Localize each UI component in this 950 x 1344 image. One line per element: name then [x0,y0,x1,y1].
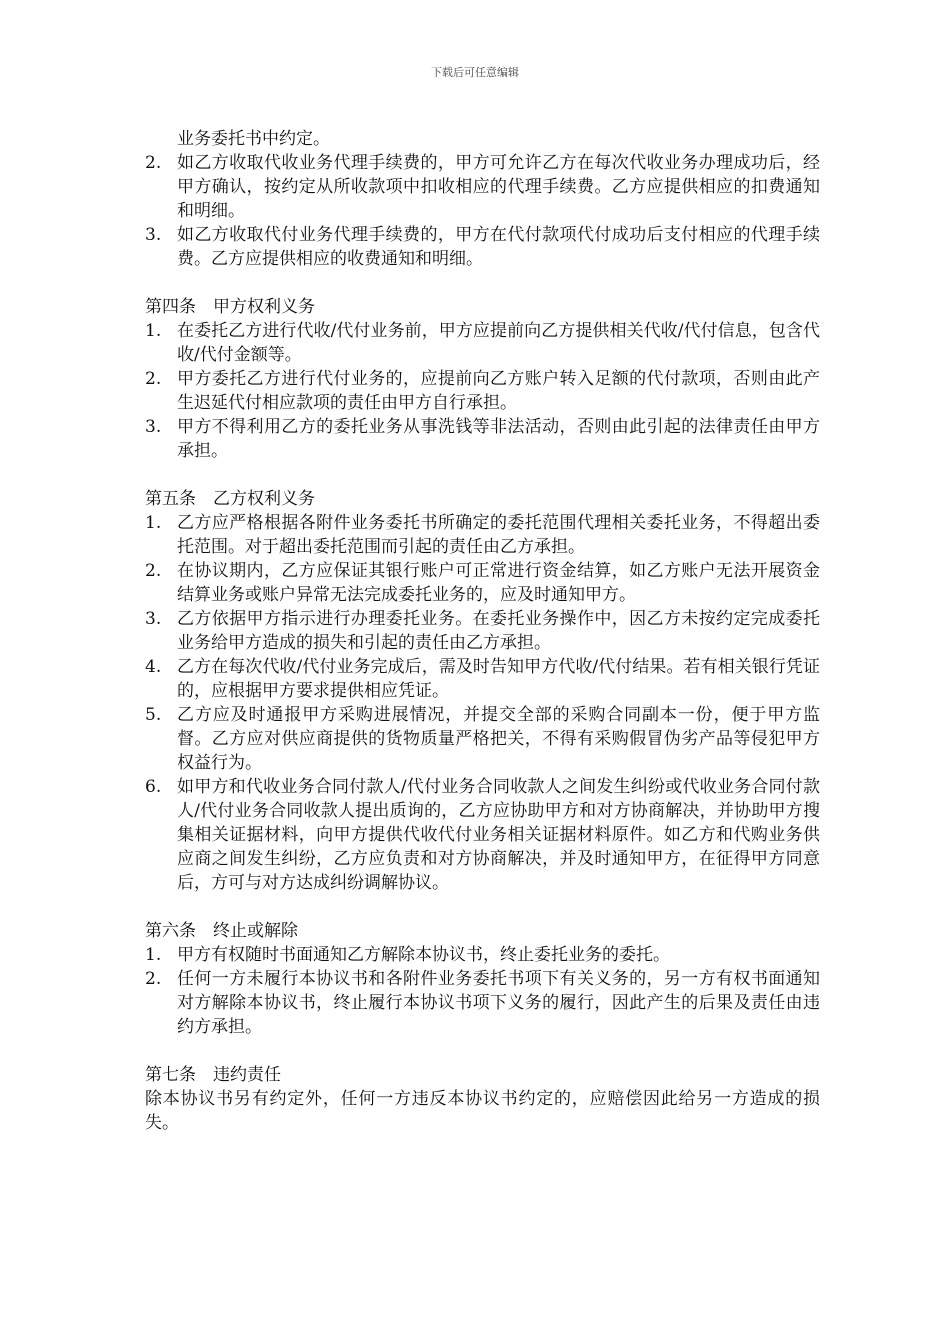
list-item-text: 在委托乙方进行代收/代付业务前，甲方应提前向乙方提供相关代收/代付信息，包含代收/代付金额等。 [177,321,820,365]
section-title: 第七条 违约责任 [145,1065,281,1085]
list-item-text: 如乙方收取代付业务代理手续费的，甲方在代付款项代付成功后支付相应的代理手续费。乙方应提供相应的收费通知和明细。 [177,225,820,269]
list-item-text: 甲方有权随时书面通知乙方解除本协议书，终止委托业务的委托。 [177,945,670,965]
list-item-number: 2. [145,969,162,989]
list-item-text: 如甲方和代收业务合同付款人/代付业务合同收款人之间发生纠纷或代收业务合同付款人/代付业务合同收款人提出质询的，乙方应协助甲方和对方协商解决，并协助甲方搜集相关证据材料，向甲方提供代收代付业务相关证据材料原件。如乙方和代购业务供应商之间发生纠纷，乙方应负责和对方协商解决，并及时通知甲方，在征得甲方同意后，方可与对方达成纠纷调解协议。 [177,777,820,893]
list-item-text: 乙方应严格根据各附件业务委托书所确定的委托范围代理相关委托业务，不得超出委托范围。对于超出委托范围而引起的责任由乙方承担。 [177,513,820,557]
list-item-number: 1. [145,945,162,965]
page-header-note: 下载后可任意编辑 [431,66,519,79]
section-article-6 [145,919,820,1039]
section-title: 第五条 乙方权利义务 [145,489,315,509]
list-item [145,943,820,967]
list-item-number: 2. [145,561,162,581]
list-item-text: 在协议期内，乙方应保证其银行账户可正常进行资金结算，如乙方账户无法开展资金结算业务或账户异常无法完成委托业务的，应及时通知甲方。 [177,561,820,605]
continued-text: 业务委托书中约定。 [177,129,330,149]
list-item [145,607,820,655]
list-item-number: 4. [145,657,162,677]
list-item-number: 2. [145,153,162,173]
list-item-text: 乙方在每次代收/代付业务完成后，需及时告知甲方代收/代付结果。若有相关银行凭证的，应根据甲方要求提供相应凭证。 [177,657,820,701]
list-item-number: 3. [145,417,162,437]
list-item [145,775,820,895]
list-item-text: 乙方依据甲方指示进行办理委托业务。在委托业务操作中，因乙方未按约定完成委托业务给甲方造成的损失和引起的责任由乙方承担。 [177,609,820,653]
section-article-4 [145,295,820,463]
list-item-number: 2. [145,369,162,389]
list-item [145,511,820,559]
list-item-number: 1. [145,321,162,341]
section-article-7 [145,1063,820,1135]
list-item-number: 6. [145,777,162,797]
list-item [145,559,820,607]
list-item-number: 3. [145,609,162,629]
list-item [145,367,820,415]
section-title: 第四条 甲方权利义务 [145,297,315,317]
list-item-text: 甲方委托乙方进行代付业务的，应提前向乙方账户转入足额的代付款项，否则由此产生迟延代付相应款项的责任由甲方自行承担。 [177,369,820,413]
list-item-number: 5. [145,705,162,725]
lead-list [145,151,820,271]
list-item-text: 乙方应及时通报甲方采购进展情况，并提交全部的采购合同副本一份，便于甲方监督。乙方应对供应商提供的货物质量严格把关，不得有采购假冒伪劣产品等侵犯甲方权益行为。 [177,705,820,773]
list-item [145,967,820,1039]
list-item [145,151,820,223]
list-item-number: 3. [145,225,162,245]
list-item-text: 任何一方未履行本协议书和各附件业务委托书项下有关义务的，另一方有权书面通知对方解除本协议书，终止履行本协议书项下义务的履行，因此产生的后果及责任由违约方承担。 [177,969,820,1037]
document-body [145,127,820,1135]
section-title: 第六条 终止或解除 [145,921,298,941]
list-item [145,223,820,271]
section-paragraph: 除本协议书另有约定外，任何一方违反本协议书约定的，应赔偿因此给另一方造成的损失。 [145,1089,820,1133]
section-article-5 [145,487,820,895]
list-item [145,319,820,367]
list-item-text: 如乙方收取代收业务代理手续费的，甲方可允许乙方在每次代收业务办理成功后，经甲方确认，按约定从所收款项中扣收相应的代理手续费。乙方应提供相应的扣费通知和明细。 [177,153,820,221]
list-item-number: 1. [145,513,162,533]
list-item [145,415,820,463]
list-item-text: 甲方不得利用乙方的委托业务从事洗钱等非法活动，否则由此引起的法律责任由甲方承担。 [177,417,820,461]
list-item [145,703,820,775]
list-item [145,655,820,703]
